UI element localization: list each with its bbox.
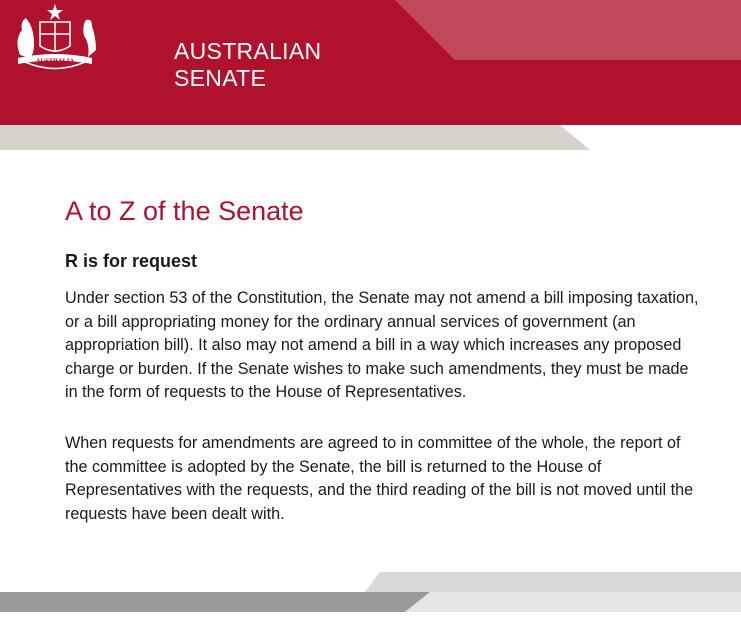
- paragraph-2: When requests for amendments are agreed to in committee of the whole, the report of the committee is adopted by the Senate, the bill is returned to the House of Representatives with the requests, and the third reading of the bill is not moved until the requests have been dealt with.: [65, 434, 694, 523]
- brand-wordmark: [174, 38, 321, 92]
- brand-line-2: SENATE: [174, 65, 267, 91]
- section-heading: R is for request: [65, 251, 198, 271]
- header-banner: [0, 0, 741, 150]
- banner-background: [0, 0, 741, 150]
- page-title: A to Z of the Senate: [65, 196, 304, 226]
- coat-of-arms-logo: [0, 0, 110, 75]
- footer-banner: [0, 562, 741, 612]
- brand-line-1: AUSTRALIAN: [174, 38, 322, 64]
- paragraph-1: Under section 53 of the Constitution, the Senate may not amend a bill imposing taxation, or a bill appropriating money for the ordinary annual services of government (an appropriation bill). It also may not amend a bill in a way which increases any proposed charge or burden. If the Senate wishes to make such amendments, they must be made in the form of requests to the House of Representatives.: [65, 289, 699, 401]
- crest-text: AUSTRALIA: [35, 57, 75, 65]
- footer-background: [0, 562, 741, 612]
